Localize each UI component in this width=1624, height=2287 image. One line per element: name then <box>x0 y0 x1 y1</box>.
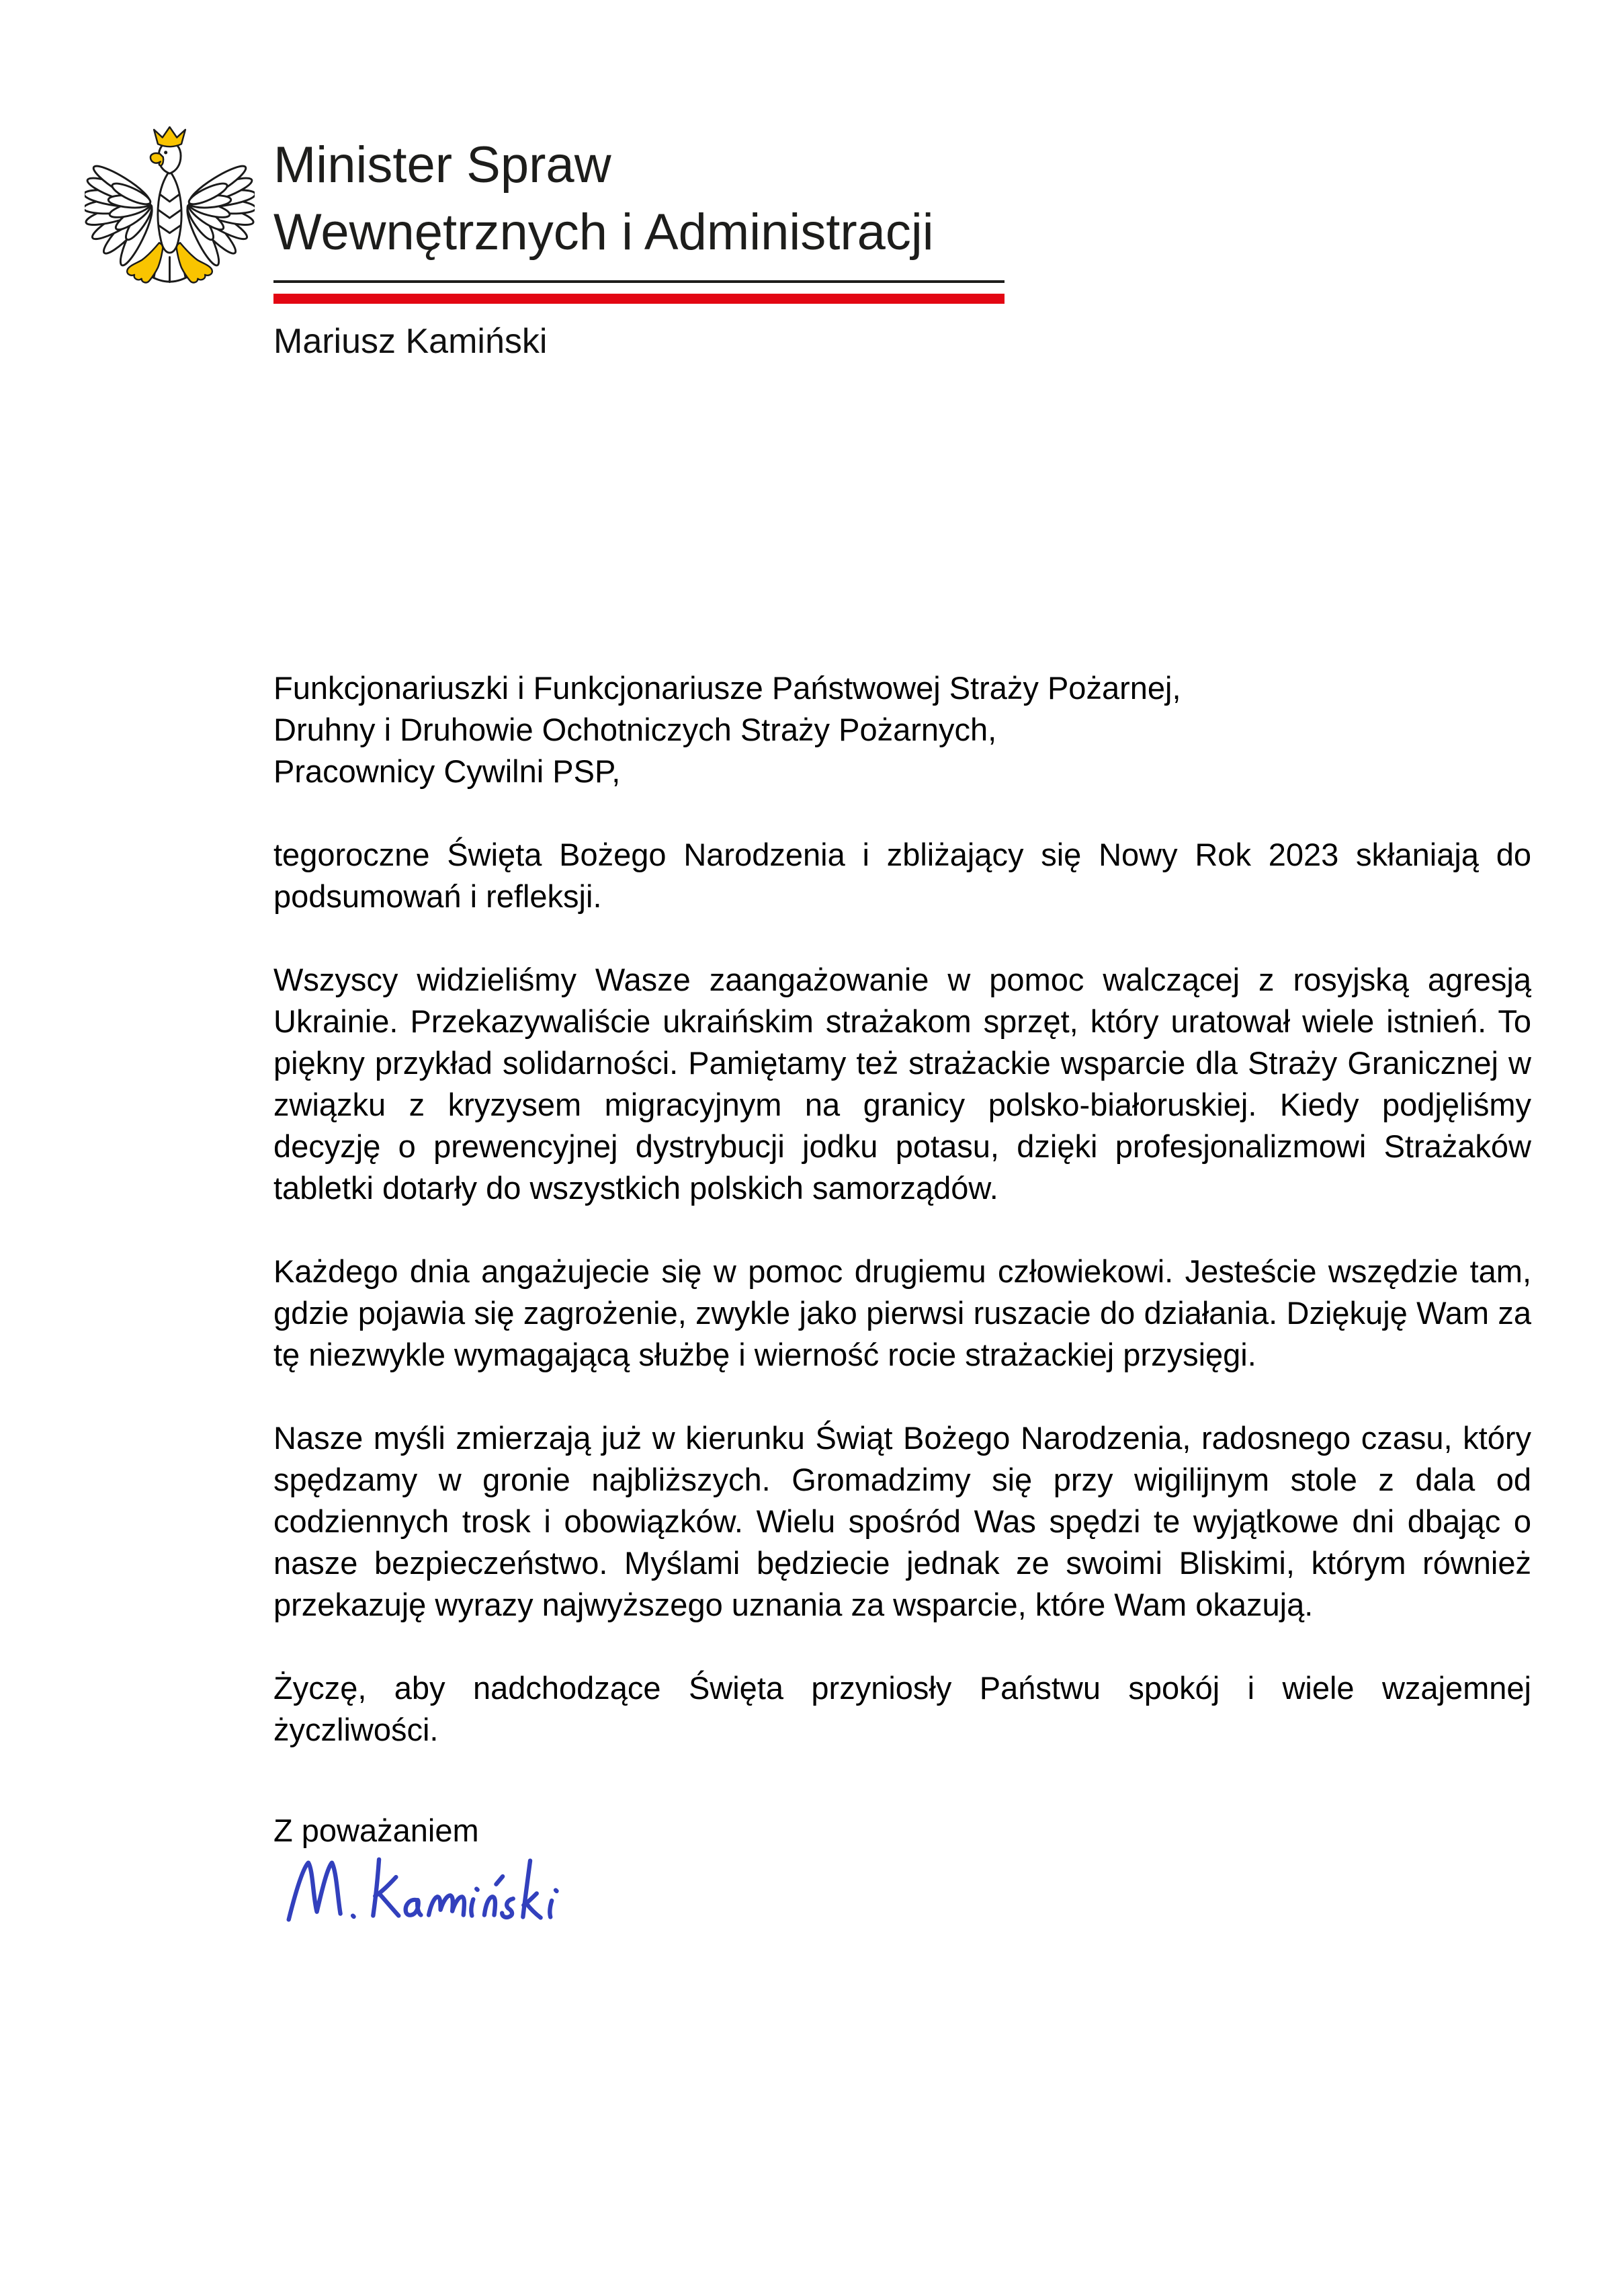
divider-black-rule <box>273 280 1005 283</box>
signatory-name: Mariusz Kamiński <box>273 322 548 361</box>
ministry-title <box>273 132 934 266</box>
paragraph-ukraine-support: Wszyscy widzieliśmy Wasze zaangażowanie w pomoc walczącej z rosyjską agresją Ukrainie. Przekazywaliście ukraińskim strażakom sprzęt, który uratował wiele istnień. To piękny przykład solidarności. Pamiętamy też strażackie wsparcie dla Straży Granicznej w związku z kryzysem migracyjnym na granicy polsko-białoruskiej. Kiedy podjęliśmy decyzję o prewencyjnej dystrybucji jodku potasu, dzięki profesjonalizmowi Strażaków tabletki dotarły do wszystkich polskich samorządów. <box>273 962 1531 1206</box>
ministry-title-line2: Wewnętrznych i Administracji <box>273 204 934 261</box>
eagle-beak <box>151 153 163 165</box>
salutation-line: Funkcjonariuszki i Funkcjonariusze Państwowej Straży Pożarnej, <box>273 670 1181 706</box>
salutation-line: Pracownicy Cywilni PSP, <box>273 753 621 789</box>
eagle-right-wing <box>182 161 255 269</box>
header-divider <box>273 280 1005 304</box>
salutation-block <box>273 667 1531 792</box>
letter-body <box>273 667 1531 1928</box>
paragraph-christmas: Nasze myśli zmierzają już w kierunku Świąt Bożego Narodzenia, radosnego czasu, który spędzamy w gronie najbliższych. Gromadzimy się przy wigilijnym stole z dala od codziennych trosk i obowiązków. Wielu spośród Was spędzi te wyjątkowe dni dbając o nasze bezpieczeństwo. Myślami będziecie jednak ze swoimi Bliskimi, którym również przekazuję wyrazy najwyższego uznania za wsparcie, które Wam okazują. <box>273 1420 1531 1622</box>
eagle-eye <box>164 151 167 154</box>
divider-red-bar <box>273 294 1005 304</box>
eagle-crown <box>154 127 185 147</box>
paragraph-intro: tegoroczne Święta Bożego Narodzenia i zbliżający się Nowy Rok 2023 skłaniają do podsumowań i refleksji. <box>273 837 1531 914</box>
polish-eagle-icon <box>85 126 255 298</box>
eagle-left-wing <box>85 161 157 269</box>
paragraph-daily-service: Każdego dnia angażujecie się w pomoc drugiemu człowiekowi. Jesteście wszędzie tam, gdzie pojawia się zagrożenie, zwykle jako pierwsi ruszacie do działania. Dziękuję Wam za tę niezwykle wymagającą służbę i wierność rocie strażackiej przysięgi. <box>273 1253 1531 1372</box>
paragraph-wishes: Życzę, aby nadchodzące Święta przyniosły Państwu spokój i wiele wzajemnej życzliwości. <box>273 1670 1531 1747</box>
signature-block <box>273 1853 1531 1928</box>
salutation-line: Druhny i Druhowie Ochotniczych Straży Pożarnych, <box>273 712 997 747</box>
handwritten-signature-icon <box>277 1853 635 1928</box>
ministry-title-line1: Minister Spraw <box>273 136 611 194</box>
closing-salutation: Z poważaniem <box>273 1813 479 1848</box>
